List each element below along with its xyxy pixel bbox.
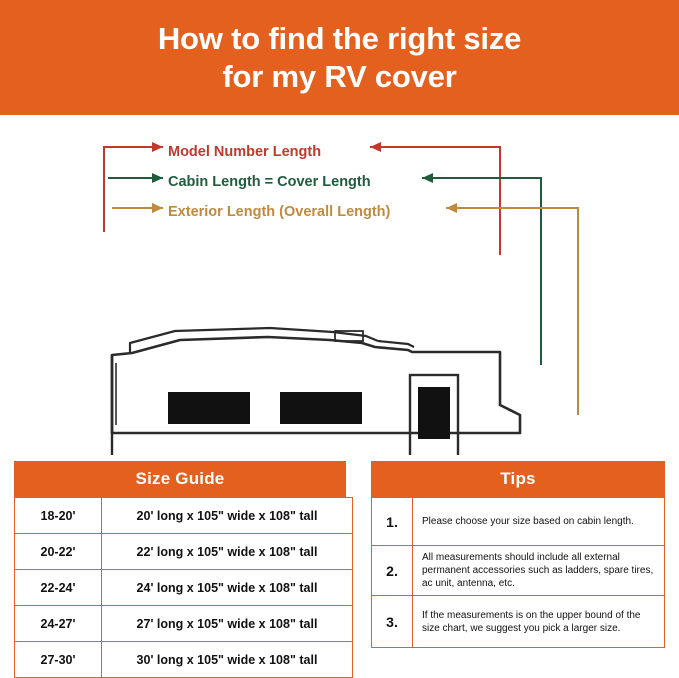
rv-lower-body <box>112 433 458 455</box>
tips-table <box>371 461 665 648</box>
size-desc: 30' long x 105" wide x 108" tall <box>102 642 353 678</box>
legend-item-exterior-length <box>168 197 468 227</box>
table-row <box>15 642 353 678</box>
rv-window-right <box>280 392 362 424</box>
rv-window-left <box>168 392 250 424</box>
table-row <box>15 606 353 642</box>
tip-number: 3. <box>372 596 413 648</box>
tip-number: 2. <box>372 546 413 596</box>
header-title-line1: How to find the right size <box>157 20 522 56</box>
size-guide-title: Size Guide <box>14 461 346 497</box>
size-range: 18-20' <box>15 498 102 534</box>
size-range: 22-24' <box>15 570 102 606</box>
size-range: 27-30' <box>15 642 102 678</box>
rv-diagram <box>0 115 679 455</box>
rv-door-window <box>418 387 450 439</box>
legend-label-model-length: Model Number Length <box>168 144 322 160</box>
table-row <box>15 498 353 534</box>
header-title-line2: for my RV cover <box>222 58 457 94</box>
tip-text: Please choose your size based on cabin length. <box>413 498 665 546</box>
legend-label-exterior-length: Exterior Length (Overall Length) <box>168 204 391 220</box>
size-desc: 27' long x 105" wide x 108" tall <box>102 606 353 642</box>
exterior-length-arrow-left <box>152 203 163 213</box>
bottom-section <box>0 455 679 669</box>
size-desc: 22' long x 105" wide x 108" tall <box>102 534 353 570</box>
list-item <box>372 546 665 596</box>
tips-title: Tips <box>371 461 665 497</box>
legend-label-cabin-length: Cabin Length = Cover Length <box>168 174 371 190</box>
table-row <box>15 534 353 570</box>
list-item <box>372 596 665 648</box>
size-guide-table <box>14 461 346 678</box>
model-length-arrow-left <box>152 142 163 152</box>
size-desc: 24' long x 105" wide x 108" tall <box>102 570 353 606</box>
tip-text: If the measurements is on the upper bound of the size chart, we suggest you pick a larger size. <box>413 596 665 648</box>
legend-item-cabin-length <box>168 167 468 197</box>
tip-text: All measurements should include all external permanent accessories such as ladders, spare tires, ac unit, antenna, etc. <box>413 546 665 596</box>
table-row <box>15 570 353 606</box>
list-item <box>372 498 665 546</box>
size-range: 20-22' <box>15 534 102 570</box>
diagram-legend <box>168 137 468 227</box>
size-desc: 20' long x 105" wide x 108" tall <box>102 498 353 534</box>
cabin-length-arrow-left <box>152 173 163 183</box>
header-banner <box>0 0 679 115</box>
size-range: 24-27' <box>15 606 102 642</box>
legend-item-model-length <box>168 137 468 167</box>
tip-number: 1. <box>372 498 413 546</box>
